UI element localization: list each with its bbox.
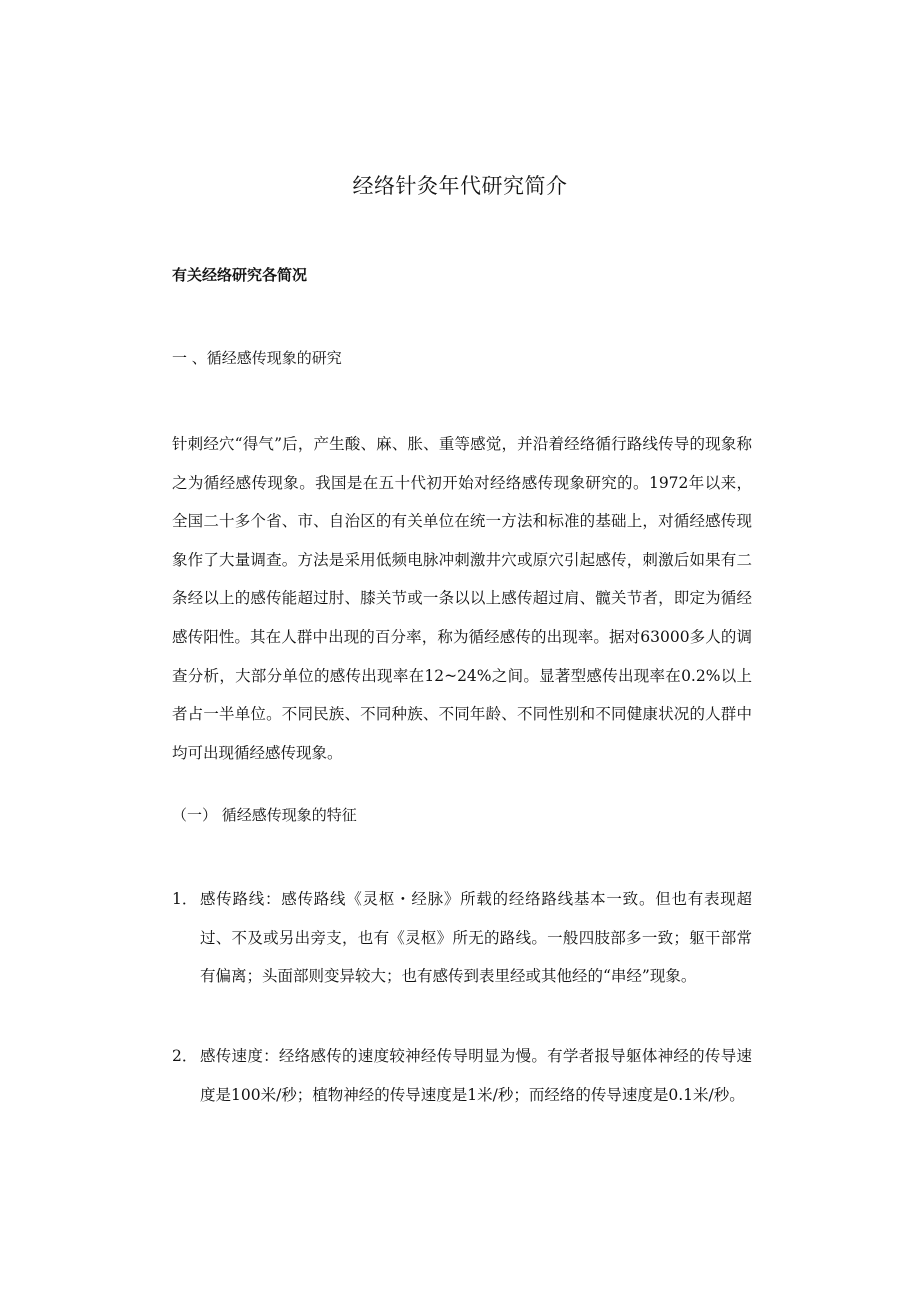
list-item-number: 2． bbox=[172, 1047, 198, 1065]
document-subtitle: 有关经络研究各简况 bbox=[172, 266, 308, 284]
list-item bbox=[172, 1037, 752, 1114]
section-heading: 一 、循经感传现象的研究 bbox=[172, 349, 342, 367]
list-item-number: 1． bbox=[172, 890, 198, 908]
list-item-text: 感传路线：感传路线《灵枢・经脉》所载的经络路线基本一致。但也有表现超过、不及或另出旁支，也有《灵枢》所无的路线。一般四肢部多一致；躯干部常有偏离；头面部则变异较大；也有感传到表里经或其他经的“串经”现象。 bbox=[200, 890, 752, 986]
intro-paragraph: 针刺经穴“得气”后，产生酸、麻、胀、重等感觉，并沿着经络循行路线传导的现象称之为循经感传现象。我国是在五十代初开始对经络感传现象研究的。1972年以来，全国二十多个省、市、自治区的有关单位在统一方法和标准的基础上，对循经感传现象作了大量调查。方法是采用低频电脉冲刺激井穴或原穴引起感传，刺激后如果有二条经以上的感传能超过肘、膝关节或一条以以上感传超过肩、髋关节者，即定为循经感传阳性。其在人群中出现的百分率，称为循经感传的出现率。据对63000多人的调查分析，大部分单位的感传出现率在12~24%之间。显著型感传出现率在0.2%以上者占一半单位。不同民族、不同种族、不同年龄、不同性别和不同健康状况的人群中均可出现循经感传现象。 bbox=[172, 435, 752, 762]
list-item-text: 感传速度：经络感传的速度较神经传导明显为慢。有学者报导躯体神经的传导速度是100米/秒；植物神经的传导速度是1米/秒；而经络的传导速度是0.1米/秒。 bbox=[200, 1047, 752, 1104]
list-item bbox=[172, 880, 752, 996]
sub-heading: （一） 循经感传现象的特征 bbox=[172, 806, 357, 824]
document-title: 经络针灸年代研究简介 bbox=[352, 174, 568, 198]
